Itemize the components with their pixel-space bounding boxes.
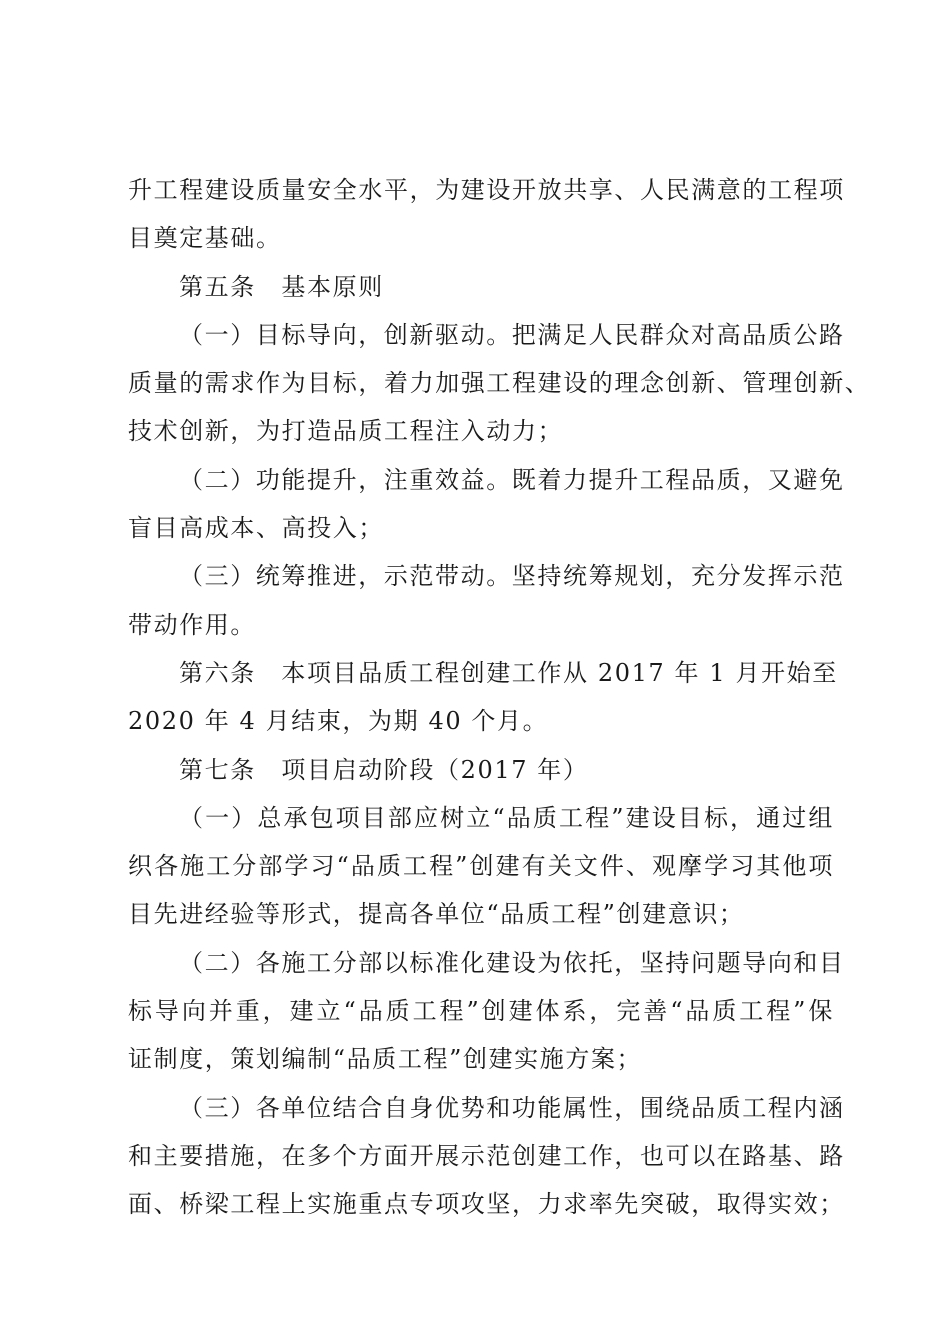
- text-line: 面、桥梁工程上实施重点专项攻坚，力求率先突破，取得实效；: [128, 1190, 845, 1219]
- text-line: 织各施工分部学习“品质工程”创建有关文件、观摩学习其他项: [128, 852, 834, 881]
- paragraph-p8: [128, 794, 834, 939]
- paragraph-p4: [128, 456, 845, 553]
- text-line: 第六条 本项目品质工程创建工作从 2017 年 1 月开始至: [179, 658, 838, 687]
- text-line: 升工程建设质量安全水平，为建设开放共享、人民满意的工程项: [128, 176, 845, 204]
- paragraph-p2: [128, 263, 834, 311]
- text-line: 和主要措施，在多个方面开展示范创建工作，也可以在路基、路: [128, 1141, 845, 1170]
- text-line: 目先进经验等形式，提高各单位“品质工程”创建意识；: [128, 900, 745, 929]
- text-line: 第七条 项目启动阶段（2017 年）: [179, 755, 589, 784]
- document-body: [128, 166, 871, 1229]
- text-line: 标导向并重，建立“品质工程”创建体系，完善“品质工程”保: [128, 997, 834, 1026]
- text-line: 盲目高成本、高投入；: [128, 514, 384, 543]
- text-line: 证制度，策划编制“品质工程”创建实施方案；: [128, 1045, 643, 1074]
- paragraph-p7: [128, 746, 834, 794]
- text-line: 2020 年 4 月结束，为期 40 个月。: [128, 707, 549, 736]
- text-line: 技术创新，为打造品质工程注入动力；: [128, 417, 564, 446]
- paragraph-p1: [128, 166, 845, 263]
- text-line: 目奠定基础。: [128, 224, 282, 253]
- paragraph-p9: [128, 939, 845, 1084]
- paragraph-p3: [128, 311, 871, 456]
- text-line: 带动作用。: [128, 610, 256, 639]
- paragraph-p5: [128, 552, 845, 649]
- text-line: （一）总承包项目部应树立“品质工程”建设目标，通过组: [179, 803, 834, 832]
- text-line: （二）各施工分部以标准化建设为依托，坚持问题导向和目: [179, 948, 845, 977]
- text-line: 第五条 基本原则: [179, 272, 384, 301]
- text-line: （三）各单位结合自身优势和功能属性，围绕品质工程内涵: [179, 1093, 845, 1122]
- paragraph-p6: [128, 649, 838, 746]
- text-line: （三）统筹推进，示范带动。坚持统筹规划，充分发挥示范: [179, 562, 845, 591]
- text-line: （一）目标导向，创新驱动。把满足人民群众对高品质公路: [179, 320, 845, 349]
- text-line: （二）功能提升，注重效益。既着力提升工程品质，又避免: [179, 465, 845, 494]
- text-line: 质量的需求作为目标，着力加强工程建设的理念创新、管理创新、: [128, 369, 871, 398]
- paragraph-p10: [128, 1084, 845, 1229]
